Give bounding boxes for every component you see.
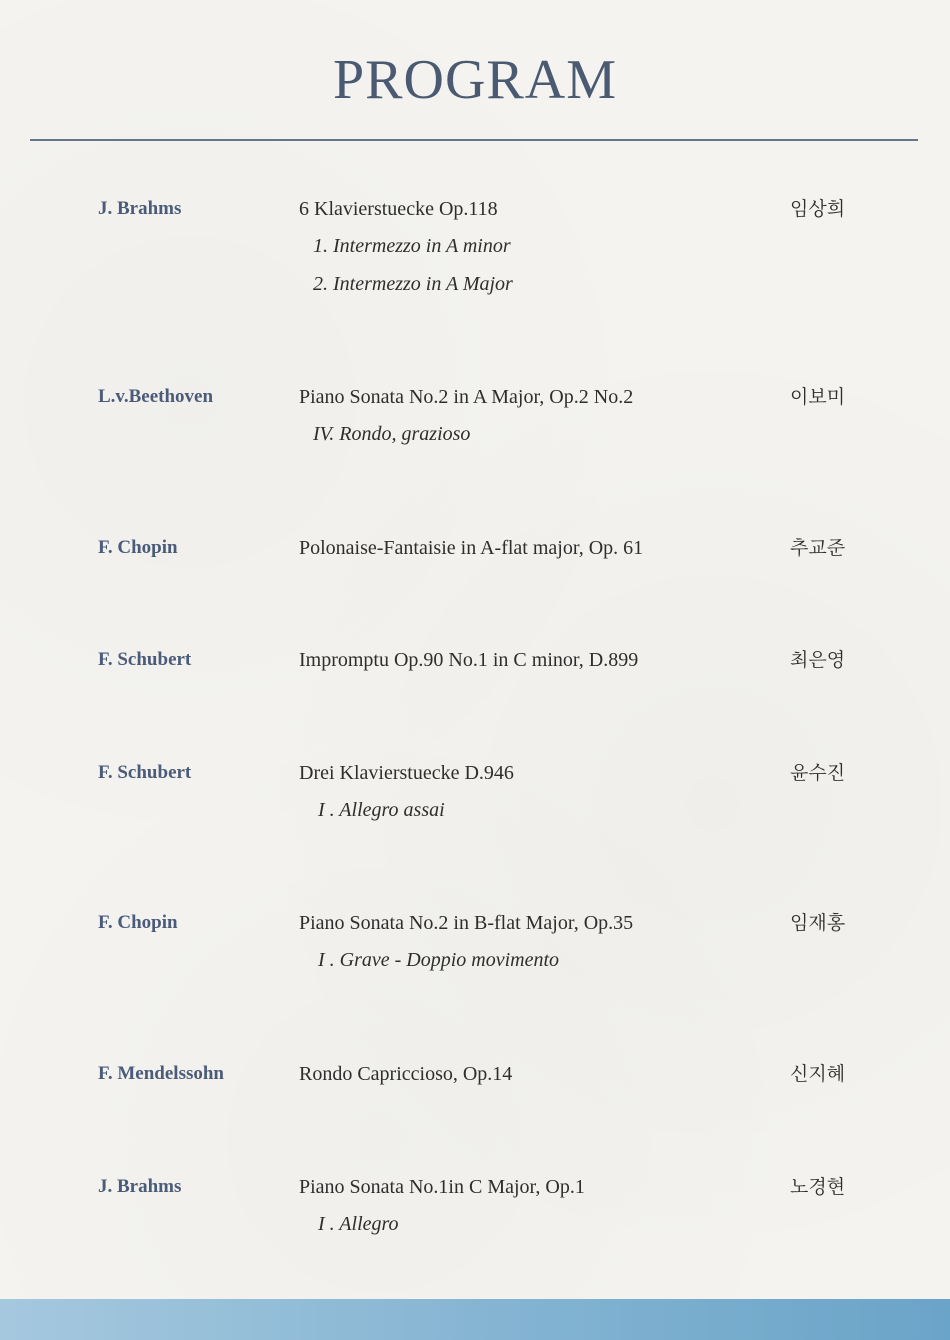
work-title: Piano Sonata No.2 in A Major, Op.2 No.2 — [299, 386, 634, 408]
performer-name: 이보미 — [790, 386, 846, 408]
footer-bar — [0, 1299, 950, 1340]
movement: I . Allegro assai — [318, 799, 445, 821]
performer-name: 신지혜 — [790, 1063, 846, 1085]
movement: I . Grave - Doppio movimento — [318, 949, 560, 971]
performer-name: 임상희 — [790, 198, 846, 220]
composer-name: F. Schubert — [98, 649, 192, 670]
work-title: Drei Klavierstuecke D.946 — [299, 762, 514, 784]
performer-name: 노경현 — [790, 1176, 846, 1198]
composer-name: F. Chopin — [98, 912, 178, 933]
composer-name: F. Mendelssohn — [98, 1063, 224, 1084]
title-divider — [30, 139, 918, 141]
performer-name: 윤수진 — [790, 762, 846, 784]
work-title: Rondo Capriccioso, Op.14 — [299, 1063, 513, 1085]
performer-name: 추교준 — [790, 537, 846, 559]
page-title: PROGRAM — [333, 49, 617, 111]
performer-name: 임재홍 — [790, 912, 846, 934]
work-title: Polonaise-Fantaisie in A-flat major, Op. 61 — [299, 537, 644, 559]
composer-name: J. Brahms — [98, 198, 182, 219]
movement: 2. Intermezzo in A Major — [313, 273, 513, 295]
movement: I . Allegro — [318, 1213, 399, 1235]
work-title: 6 Klavierstuecke Op.118 — [299, 198, 498, 220]
composer-name: L.v.Beethoven — [98, 386, 214, 407]
composer-name: F. Chopin — [98, 537, 178, 558]
movement: 1. Intermezzo in A minor — [313, 235, 511, 257]
work-title: Piano Sonata No.2 in B-flat Major, Op.35 — [299, 912, 634, 934]
movement: IV. Rondo, grazioso — [313, 423, 471, 445]
composer-name: F. Schubert — [98, 762, 192, 783]
composer-name: J. Brahms — [98, 1176, 182, 1197]
work-title: Impromptu Op.90 No.1 in C minor, D.899 — [299, 649, 639, 671]
performer-name: 최은영 — [790, 649, 846, 671]
work-title: Piano Sonata No.1in C Major, Op.1 — [299, 1176, 585, 1198]
